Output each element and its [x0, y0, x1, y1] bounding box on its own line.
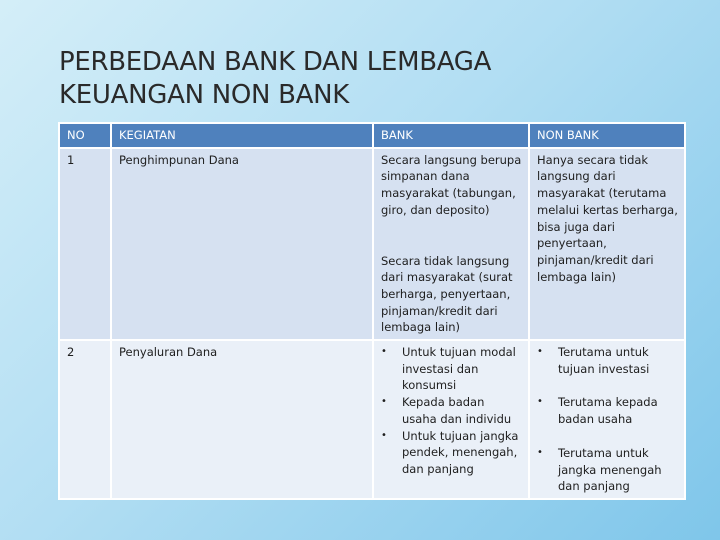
header-no: NO [59, 123, 111, 148]
list-item: • Untuk tujuan jangka pendek, menengah, dan panjang [381, 428, 522, 478]
table-header-row [59, 123, 685, 148]
slide-title [59, 46, 679, 112]
header-bank: BANK [373, 123, 529, 148]
bank-paragraph-2: Secara tidak langsung dari masyarakat (surat berharga, penyertaan, pinjaman/kredit dari lembaga lain) [381, 253, 513, 335]
list-item: • Terutama untuk tujuan investasi [537, 344, 678, 377]
header-kegiatan: KEGIATAN [111, 123, 373, 148]
cell-non-bank: Hanya secara tidak langsung dari masyarakat (terutama melalui kertas berharga, bisa juga dari penyertaan, pinjaman/kredit dari lembaga lain) [529, 148, 685, 340]
comparison-table [58, 122, 686, 500]
table-row [59, 340, 685, 499]
title-line-1: PERBEDAAN BANK DAN LEMBAGA [59, 47, 492, 77]
table-row [59, 148, 685, 340]
header-non-bank: NON BANK [529, 123, 685, 148]
title-line-2: KEUANGAN NON BANK [59, 80, 350, 110]
cell-non-bank [529, 340, 685, 499]
bank-bullet-list [381, 344, 522, 478]
cell-activity: Penyaluran Dana [111, 340, 373, 499]
cell-no: 2 [59, 340, 111, 499]
list-item: • Terutama untuk jangka menengah dan panjang [537, 445, 678, 495]
cell-bank [373, 148, 529, 340]
list-item: • Terutama kepada badan usaha [537, 394, 678, 427]
cell-bank [373, 340, 529, 499]
cell-activity: Penghimpunan Dana [111, 148, 373, 340]
non-bank-bullet-list [537, 344, 678, 495]
bank-paragraph-1: Secara langsung berupa simpanan dana masyarakat (tabungan, giro, dan deposito) [381, 152, 522, 217]
cell-no: 1 [59, 148, 111, 340]
paragraph-spacer [381, 219, 522, 253]
list-item: • Kepada badan usaha dan individu [381, 394, 522, 427]
list-item: • Untuk tujuan modal investasi dan konsumsi [381, 344, 522, 394]
